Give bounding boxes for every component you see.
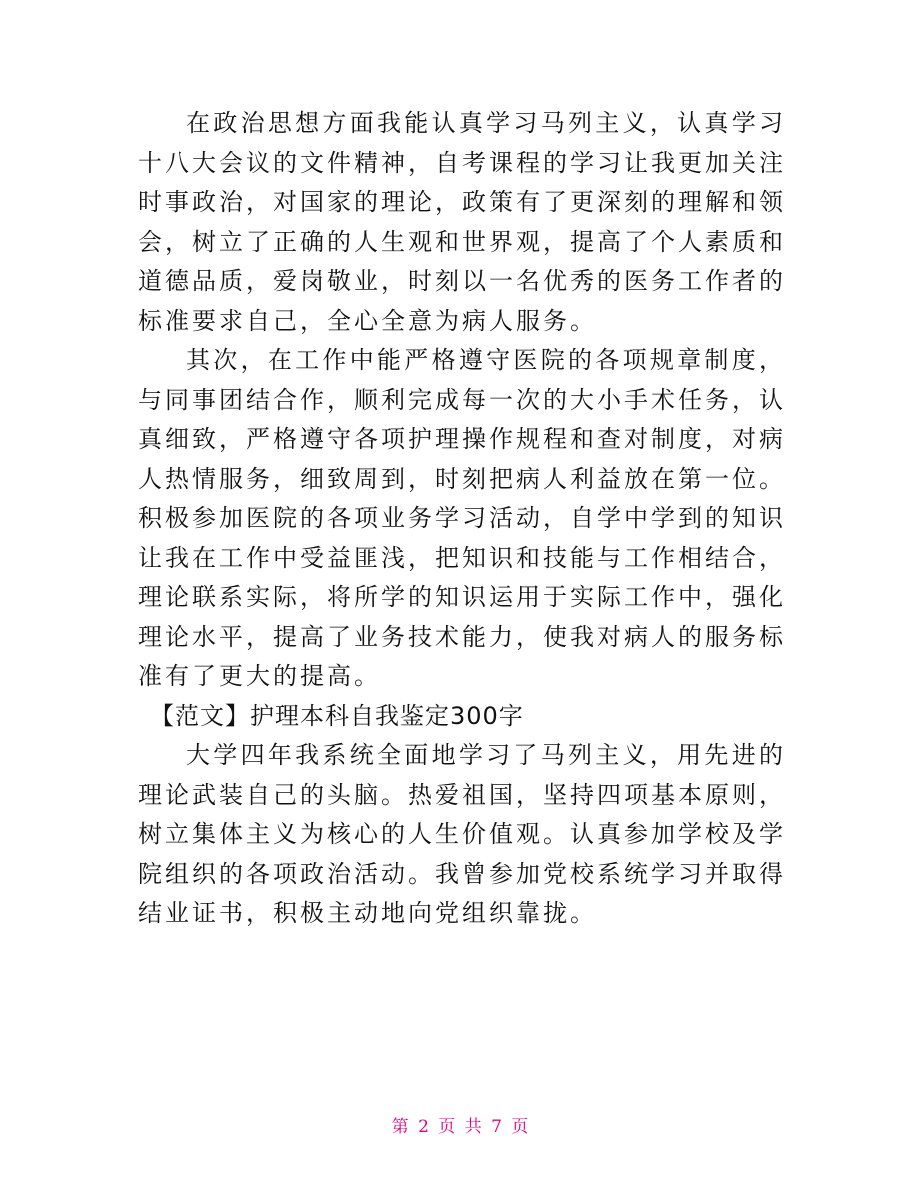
paragraph-university-study: 大学四年我系统全面地学习了马列主义，用先进的理论武装自己的头脑。热爱祖国，坚持四项基本原则，树立集体主义为核心的人生价值观。认真参加学校及学院组织的各项政治活动。我曾参加党校系统学习并取得结业证书，积极主动地向党组织靠拢。	[138, 741, 786, 927]
document-body	[138, 104, 786, 934]
section-heading: 【范文】护理本科自我鉴定300字	[150, 701, 524, 730]
paragraph-political-thought: 在政治思想方面我能认真学习马列主义，认真学习十八大会议的文件精神，自考课程的学习让我更加关注时事政治，对国家的理论，政策有了更深刻的理解和领会，树立了正确的人生观和世界观，提高了个人素质和道德品质，爱岗敬业，时刻以一名优秀的医务工作者的标准要求自己，全心全意为病人服务。	[138, 109, 786, 335]
page-number-footer: 第 2 页 共 7 页	[391, 1117, 529, 1137]
paragraph-work-performance: 其次，在工作中能严格遵守医院的各项规章制度，与同事团结合作，顺利完成每一次的大小手术任务，认真细致，严格遵守各项护理操作规程和查对制度，对病人热情服务，细致周到，时刻把病人利益放在第一位。积极参加医院的各项业务学习活动，自学中学到的知识让我在工作中受益匪浅，把知识和技能与工作相结合，理论联系实际，将所学的知识运用于实际工作中，强化理论水平，提高了业务技术能力，使我对病人的服务标准有了更大的提高。	[138, 346, 786, 690]
